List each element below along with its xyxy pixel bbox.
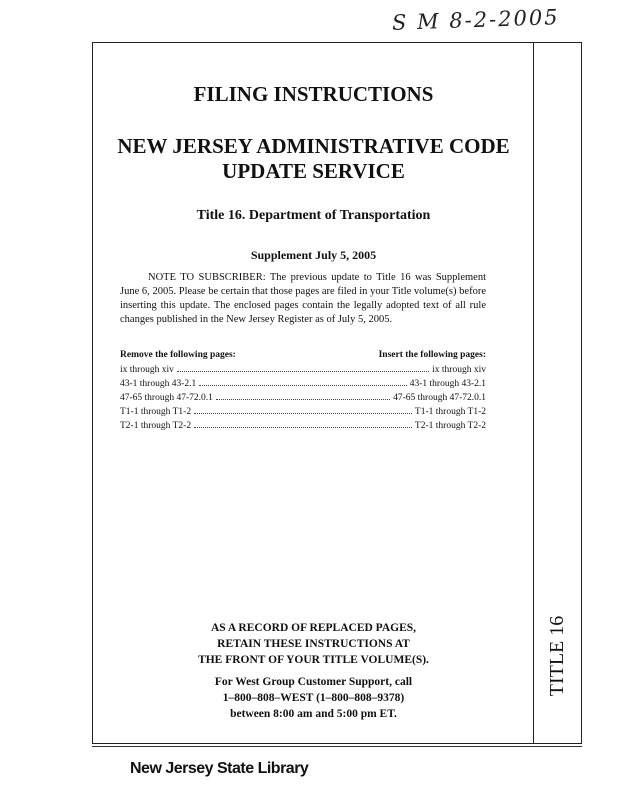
subscriber-note	[120, 271, 486, 327]
frame-bottom-rule	[92, 746, 582, 747]
list-item	[120, 418, 486, 432]
support-line1: For West Group Customer Support, call	[214, 676, 413, 688]
insert-pages: T2-1 through T2-2	[414, 421, 486, 431]
code-title-line2: UPDATE SERVICE	[222, 159, 405, 183]
dot-leader	[216, 390, 390, 400]
remove-pages: 43-1 through 43-2.1	[120, 379, 197, 389]
support-hours: between 8:00 am and 5:00 pm ET.	[230, 708, 397, 720]
list-item	[120, 376, 486, 390]
dot-leader	[194, 404, 412, 414]
insert-header: Insert the following pages:	[378, 350, 486, 360]
dot-leader	[194, 418, 412, 428]
pages-list	[120, 350, 486, 432]
department-title: Title 16. Department of Transportation	[196, 208, 431, 223]
handwritten-annotation: S M 8-2-2005	[391, 5, 560, 35]
dot-leader	[177, 362, 429, 372]
customer-support	[95, 674, 532, 722]
code-title	[95, 134, 532, 184]
remove-header: Remove the following pages:	[120, 350, 236, 360]
insert-pages: 47-65 through 47-72.0.1	[393, 393, 486, 403]
supplement-date: Supplement July 5, 2005	[250, 248, 377, 262]
insert-pages: T1-1 through T1-2	[414, 407, 486, 417]
record-instructions	[95, 620, 532, 668]
list-item	[120, 404, 486, 418]
note-text: NOTE TO SUBSCRIBER: The previous update to Title 16 was Supplement June 6, 2005. Please be certain that those pages are filed in your Title volume(s) before inserting this update. The enclosed pages contain the legally adopted text of all rule changes published in the New Jersey Register as of July 5, 2005.	[120, 272, 486, 325]
filing-instructions-title: FILING INSTRUCTIONS	[193, 82, 434, 106]
library-stamp: New Jersey State Library	[130, 760, 309, 777]
remove-pages: 47-65 through 47-72.0.1	[120, 393, 213, 403]
record-line3: THE FRONT OF YOUR TITLE VOLUME(S).	[198, 654, 429, 666]
insert-pages: ix through xiv	[432, 365, 486, 375]
list-item	[120, 390, 486, 404]
tab-label: TITLE 16	[546, 615, 568, 697]
support-phone: 1–800–808–WEST (1–800–808–9378)	[222, 692, 405, 704]
remove-pages: T1-1 through T1-2	[120, 407, 192, 417]
record-line1: AS A RECORD OF REPLACED PAGES,	[210, 622, 417, 634]
remove-pages: ix through xiv	[120, 365, 174, 375]
insert-pages: 43-1 through 43-2.1	[409, 379, 486, 389]
code-title-line1: NEW JERSEY ADMINISTRATIVE CODE	[117, 134, 510, 158]
tab-divider	[533, 42, 534, 744]
dot-leader	[199, 376, 406, 386]
pages-list-header	[120, 350, 486, 360]
list-item	[120, 362, 486, 376]
record-line2: RETAIN THESE INSTRUCTIONS AT	[217, 638, 410, 650]
remove-pages: T2-1 through T2-2	[120, 421, 192, 431]
